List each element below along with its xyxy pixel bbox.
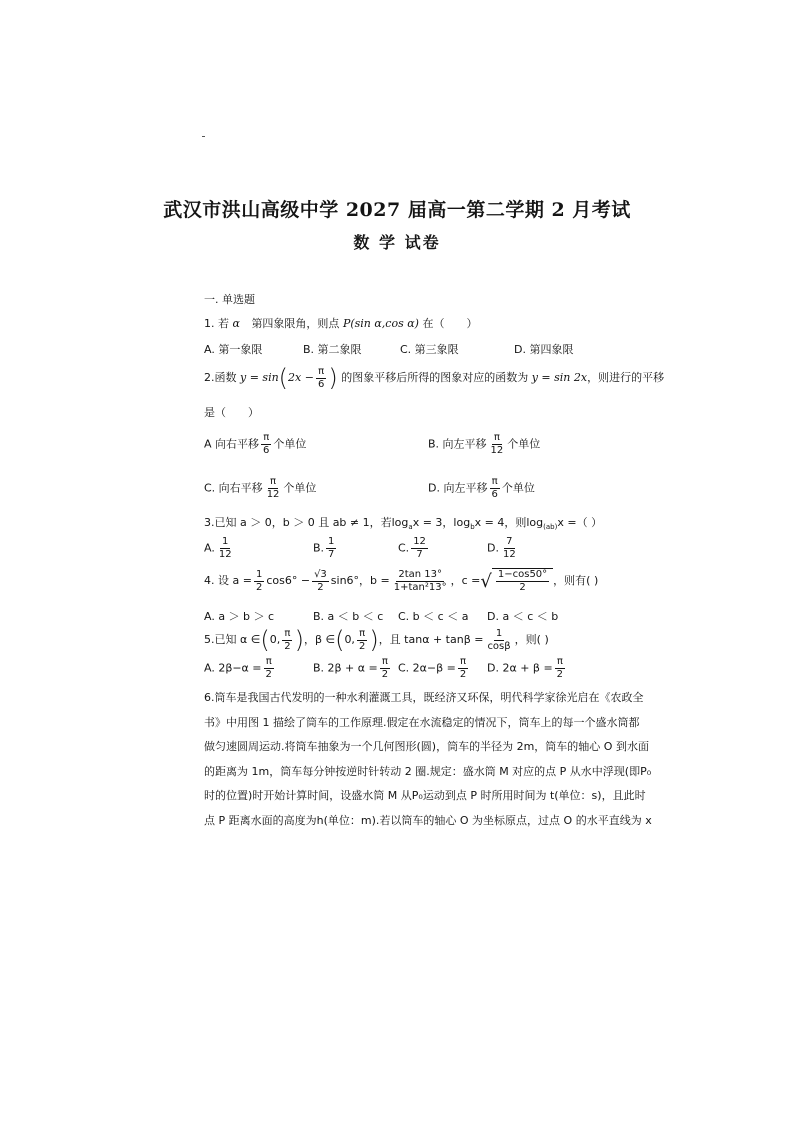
q4-cos6: cos6° − — [266, 574, 311, 587]
q2-frac-num: π — [318, 365, 325, 377]
q2-option-d — [428, 476, 535, 501]
q5-stem-a: 5.已知 α ∈ — [204, 633, 261, 646]
q3-optd-frac — [501, 536, 518, 561]
q2-opta-frac — [261, 432, 271, 457]
q5-paren1-close: ) — [294, 626, 304, 654]
q2-paren-close: ) — [328, 364, 338, 392]
q5-optd-den: 2 — [556, 669, 564, 680]
q5-optb-num: π — [381, 656, 388, 667]
q5-mid: ，且 tanα + tanβ = — [378, 633, 484, 646]
q2-option-b — [428, 432, 540, 457]
q2-mid: 的图象平移后所得的图象对应的函数为 — [341, 371, 529, 384]
q5-frac-b — [357, 628, 367, 653]
q5-opta-den: 2 — [265, 669, 272, 680]
q4-frac3-num: 2tan 13° — [398, 568, 443, 580]
q5-frac-a — [282, 628, 292, 653]
q1-stem-b: 第四象限角，则点 — [251, 317, 340, 330]
q3-opta-num: 1 — [222, 536, 229, 547]
q3-optd-den: 12 — [502, 549, 516, 560]
q1-option-a: A. 第一象限 — [204, 343, 263, 356]
q6-line: 6.筒车是我国古代发明的一种水利灌溉工具，既经济又环保，明代科学家徐光启在《农政全 — [204, 691, 644, 704]
q3-optc-den: 7 — [416, 549, 423, 560]
q4-frac1-num: 1 — [255, 568, 263, 580]
q2-func-lhs: y = sin — [240, 371, 279, 384]
q5-frac-c-num: 1 — [495, 627, 503, 639]
q6-line: 书》中用图 1 描绘了筒车的工作原理.假定在水流稳定的情况下，筒车上的每一个盛水筒都 — [204, 715, 640, 729]
q2-optd-pre: D. 向左平移 — [428, 481, 488, 495]
scan-mark — [202, 136, 205, 137]
q2-opta-den: 6 — [263, 445, 270, 456]
q5-opta-frac — [264, 656, 274, 681]
exam-subtitle: 数 学 试卷 — [353, 233, 441, 252]
q5-frac-c-den: cosβ — [487, 640, 511, 652]
q4-frac4 — [496, 569, 549, 594]
q4-tail: ，则有( ) — [553, 574, 599, 587]
q3-stem-a: 3.已知 a ＞ 0，b ＞ 0 且 ab ≠ 1，若log — [204, 516, 409, 529]
q5-optc-den: 2 — [459, 669, 467, 680]
q5-option-d — [487, 656, 567, 681]
q3-sub-ab: (ab) — [543, 523, 558, 532]
q4-frac3-den: 1+tan²13° — [393, 581, 447, 593]
q2-line2: 是（ ） — [204, 406, 259, 419]
q2-optc-num: π — [270, 476, 277, 487]
q3-optb-den: 7 — [328, 549, 335, 560]
q5-optd-label: D. 2α + β = — [487, 661, 553, 675]
q4-stem — [204, 568, 598, 594]
q4-option-a: A. a ＞ b ＞ c — [204, 610, 275, 623]
q5-zero1: 0, — [269, 633, 281, 646]
q3-option-a — [204, 536, 236, 561]
q5-frac-a-den: 2 — [284, 640, 291, 652]
q3-optc-num: 12 — [413, 536, 426, 547]
q1-option-c: C. 第三象限 — [400, 343, 459, 356]
q4-frac3 — [392, 569, 449, 594]
q1-stem — [204, 315, 477, 331]
q3-stem-d: x =（ ） — [557, 516, 603, 529]
q4-option-d: D. a ＜ c ＜ b — [487, 610, 559, 623]
q3-optb-num: 1 — [328, 536, 335, 547]
q5-beta: ，β ∈ — [303, 633, 336, 646]
q2-optb-frac — [489, 432, 506, 457]
q3-sub-a: a — [408, 523, 413, 532]
q3-optd-label: D. — [487, 541, 499, 555]
q4-frac1-den: 2 — [255, 581, 263, 593]
q3-stem-c: x = 4，则log — [474, 516, 544, 529]
q4-frac2-den: 2 — [317, 581, 324, 593]
q3-option-d — [487, 536, 520, 561]
q4-option-b: B. a ＜ b ＜ c — [313, 610, 384, 623]
q5-opta-label: A. 2β−α = — [204, 661, 262, 675]
q2-optb-unit: 个单位 — [507, 437, 541, 451]
q3-optc-label: C. — [398, 541, 410, 555]
q4-stem-a: 4. 设 a = — [204, 574, 252, 587]
q2-optc-pre: C. 向右平移 — [204, 481, 263, 495]
q5-optc-frac — [458, 656, 468, 681]
q5-optd-num: π — [556, 656, 563, 667]
q4-option-c: C. b ＜ c ＜ a — [398, 610, 469, 623]
q3-option-b — [313, 536, 338, 561]
q3-opta-frac — [217, 536, 234, 561]
q4-frac2 — [312, 569, 329, 594]
q3-optd-num: 7 — [506, 536, 513, 547]
q5-optb-den: 2 — [381, 669, 389, 680]
q6-line: 时的位置)时开始计算时间，设盛水筒 M 从P₀运动到点 P 时所用时间为 t(单位：s)，且此时 — [204, 789, 646, 802]
q2-opta-unit: 个单位 — [273, 437, 307, 451]
q2-optc-den: 12 — [266, 489, 280, 500]
q2-opta-pre: A 向右平移 — [204, 437, 260, 451]
q5-frac-a-num: π — [284, 627, 291, 639]
q2-paren-open: ( — [278, 364, 289, 392]
q5-paren1-open: ( — [260, 626, 270, 654]
q2-suffix: ，则进行的平移 — [587, 371, 665, 384]
q2-optd-num: π — [491, 476, 498, 487]
q2-frac-den: 6 — [317, 378, 325, 390]
q2-optb-pre: B. 向左平移 — [428, 437, 487, 451]
q1-alpha: α — [232, 317, 240, 330]
q5-optb-frac — [380, 656, 390, 681]
q2-optc-unit: 个单位 — [283, 481, 317, 495]
q5-option-b — [313, 656, 392, 681]
q2-fraction — [316, 366, 326, 391]
q5-option-c — [398, 656, 470, 681]
q6-line: 点 P 距离水面的高度为h(单位：m).若以筒车的轴心 O 为坐标原点，过点 O 的水平直线为 x — [204, 813, 652, 827]
q3-optc-frac — [411, 536, 428, 561]
q5-optc-label: C. 2α−β = — [398, 661, 456, 675]
q6-paragraph — [204, 686, 652, 833]
q2-optd-den: 6 — [491, 489, 498, 500]
q3-optb-frac — [326, 536, 336, 561]
q3-opta-den: 12 — [218, 549, 232, 560]
q3-opta-label: A. — [204, 541, 215, 555]
q2-optb-den: 12 — [490, 445, 504, 456]
q3-optb-label: B. — [313, 541, 325, 555]
q3-stem-b: x = 3，log — [412, 516, 471, 529]
q3-stem — [204, 514, 602, 531]
q1-stem-a: 1. 若 — [204, 317, 229, 330]
q5-frac-b-num: π — [359, 627, 366, 639]
q2-option-c — [204, 476, 316, 501]
q5-optd-frac — [555, 656, 565, 681]
q5-optb-label: B. 2β + α = — [313, 661, 378, 675]
exam-title: 武汉市洪山高级中学 2027 届高一第二学期 2 月考试 — [163, 199, 631, 221]
q2-optc-frac — [265, 476, 282, 501]
q4-frac4-num: 1−cos50° — [497, 569, 548, 580]
q2-option-a — [204, 432, 306, 457]
q5-option-a — [204, 656, 276, 681]
q4-sin6: sin6°，b = — [330, 574, 390, 587]
q5-paren2-open: ( — [335, 626, 345, 654]
q5-paren2-close: ) — [369, 626, 379, 654]
q1-stem-c: 在（ ） — [422, 317, 478, 330]
q2-opta-num: π — [263, 432, 270, 443]
q4-frac1 — [254, 569, 264, 594]
q6-line: 的距离为 1m，筒车每分钟按逆时针转动 2 圈.规定：盛水筒 M 对应的点 P 从水中浮现(即P₀ — [204, 764, 652, 778]
q6-line: 做匀速圆周运动.将筒车抽象为一个几何图形(圆)，筒车的半径为 2m，筒车的轴心 O 到水面 — [204, 740, 649, 753]
q4-frac2-num: √3 — [314, 568, 327, 580]
section-heading: 一. 单选题 — [204, 293, 255, 306]
q5-zero2: 0, — [344, 633, 355, 646]
q5-opta-num: π — [265, 656, 272, 667]
q5-stem — [204, 626, 549, 654]
q1-option-b: B. 第二象限 — [303, 343, 362, 356]
q2-stem — [204, 364, 664, 392]
q1-point: P(sin α,cos α) — [342, 317, 419, 330]
q2-inner: 2x − — [288, 371, 314, 384]
q5-optc-num: π — [460, 656, 467, 667]
q2-optb-num: π — [493, 432, 500, 443]
q1-option-d: D. 第四象限 — [514, 343, 574, 356]
q2-target: y = sin 2x — [531, 371, 588, 384]
q4-frac4-den: 2 — [519, 582, 526, 593]
q2-optd-unit: 个单位 — [501, 481, 535, 495]
q4-sqrt — [480, 568, 553, 594]
q2-optd-frac — [489, 476, 499, 501]
q5-tail: ，则( ) — [514, 633, 549, 646]
q2-prefix: 2.函数 — [204, 371, 237, 384]
q3-sub-b: b — [470, 523, 475, 532]
q4-sqrt-sign: √ — [480, 570, 492, 592]
q4-c-eq: ，c = — [450, 574, 481, 587]
q5-frac-c — [485, 628, 512, 653]
q3-option-c — [398, 536, 430, 561]
q5-frac-b-den: 2 — [358, 640, 366, 652]
